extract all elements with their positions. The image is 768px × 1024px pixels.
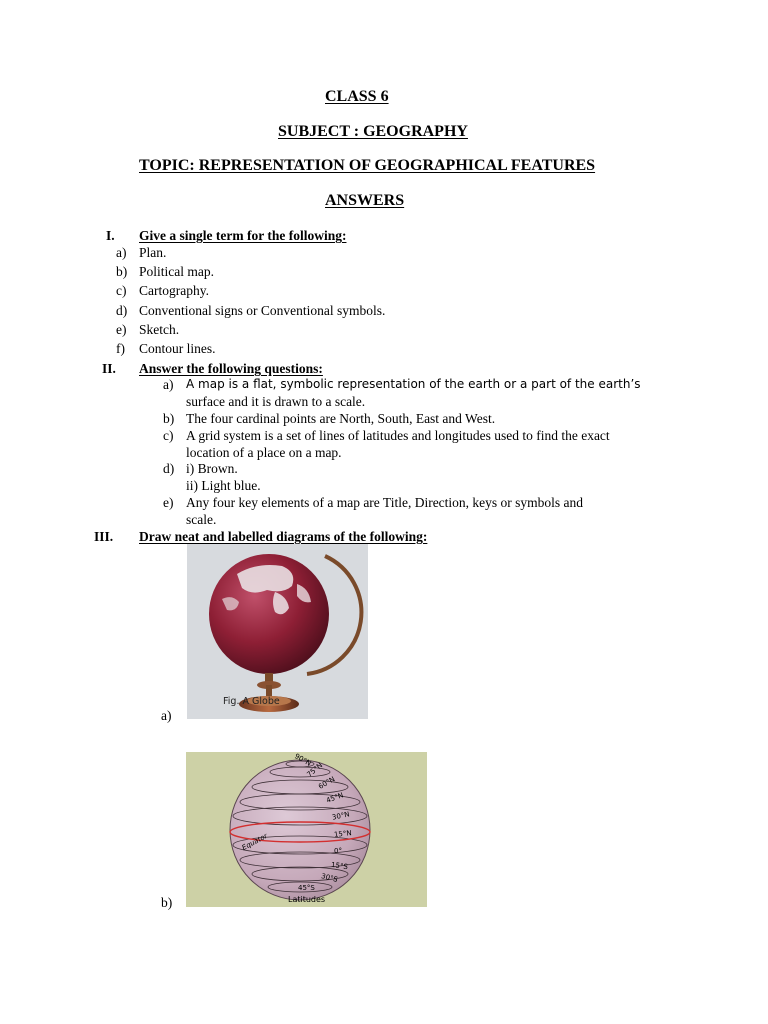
latitudes-figure (186, 752, 427, 907)
section-2-item-line: A map is a flat, symbolic representation of the earth or a part of the earth’s (186, 377, 641, 391)
section-1-item-marker: b) (116, 264, 128, 279)
diagram-a-marker: a) (161, 708, 172, 723)
lat-label: 30°S (320, 872, 339, 884)
answers-heading: ANSWERS (325, 192, 405, 209)
section-2-item-line: surface and it is drawn to a scale. (186, 394, 366, 409)
topic-heading: TOPIC: REPRESENTATION OF GEOGRAPHICAL FEATURES (139, 157, 596, 174)
section-2-item-marker: a) (163, 377, 174, 392)
globe-illustration (187, 544, 368, 719)
section-2-numeral: II. (102, 361, 116, 376)
latitudes-caption: Latitudes (288, 895, 326, 904)
section-2-item-line: i) Brown. (186, 461, 238, 476)
lat-label: 0° (334, 847, 342, 855)
diagram-b-marker: b) (161, 895, 173, 910)
lat-label: 15°N (333, 829, 353, 839)
section-2-item-line: Any four key elements of a map are Title, Direction, keys or symbols and (186, 495, 584, 510)
section-2-item-line: ii) Light blue. (186, 478, 261, 493)
section-1-item-marker: a) (116, 245, 127, 260)
lat-label: 30°N (331, 810, 351, 822)
section-2-title: Answer the following questions: (139, 361, 323, 376)
section-2-item-line: scale. (186, 512, 217, 527)
section-1-item: Political map. (139, 264, 214, 279)
lat-label: 90°N (293, 752, 313, 768)
section-2-item-line: The four cardinal points are North, South, East and West. (186, 411, 496, 426)
section-1-item: Sketch. (139, 322, 180, 337)
lat-label: 75°N (305, 761, 325, 779)
section-1-item: Plan. (139, 245, 167, 260)
globe-caption: Fig. A Globe (223, 696, 280, 707)
section-2-item-marker: c) (163, 428, 174, 443)
section-1-numeral: I. (106, 228, 115, 243)
section-1-item-marker: d) (116, 303, 128, 318)
section-1-item-marker: c) (116, 283, 127, 298)
section-2-item-marker: d) (163, 461, 175, 476)
section-2-item-line: A grid system is a set of lines of latitudes and longitudes used to find the exact (186, 428, 610, 443)
class-heading: CLASS 6 (325, 88, 389, 105)
section-1-item: Conventional signs or Conventional symbols. (139, 303, 386, 318)
lat-label: 45°S (298, 884, 315, 892)
section-1-title: Give a single term for the following: (139, 228, 347, 243)
section-1-item-marker: e) (116, 322, 127, 337)
lat-label: 60°N (317, 775, 337, 791)
section-3-numeral: III. (94, 529, 114, 544)
section-3-title: Draw neat and labelled diagrams of the following: (139, 529, 428, 544)
section-1-item: Contour lines. (139, 341, 216, 356)
lat-label: 15°S (330, 860, 349, 872)
globe-figure (187, 544, 368, 719)
section-2-item-marker: e) (163, 495, 174, 510)
equator-label: Equator (240, 832, 269, 852)
subject-heading: SUBJECT : GEOGRAPHY (278, 123, 468, 140)
section-1-item-marker: f) (116, 341, 125, 356)
section-1-item: Cartography. (139, 283, 209, 298)
section-2-item-line: location of a place on a map. (186, 445, 342, 460)
lat-label: 45°N (325, 791, 345, 805)
section-2-item-marker: b) (163, 411, 175, 426)
